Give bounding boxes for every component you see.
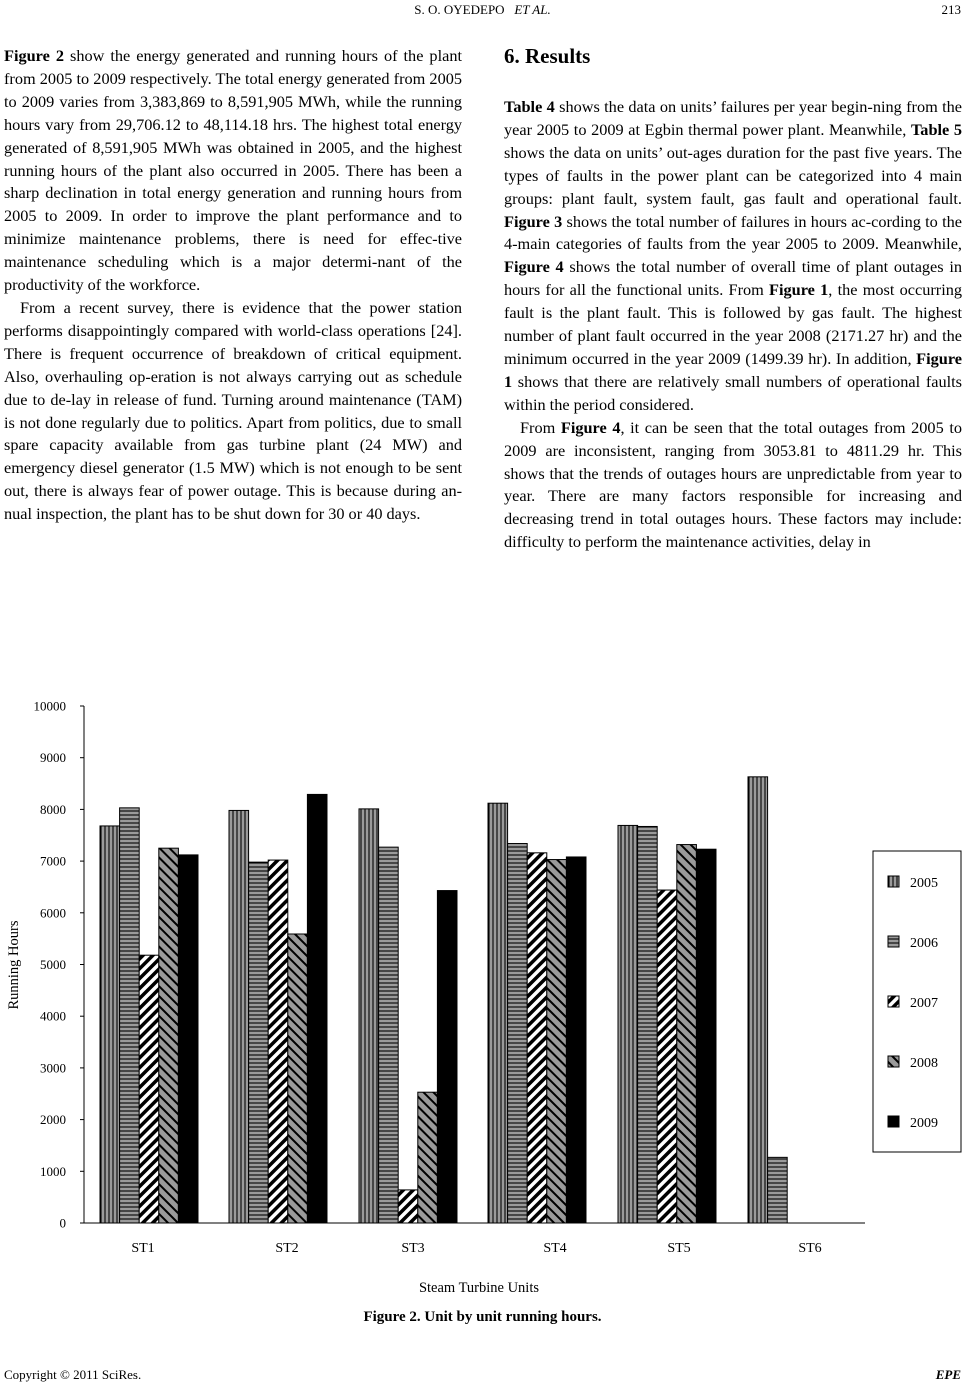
y-tick-label: 8000: [40, 801, 66, 817]
r2-text-a: From: [520, 417, 561, 437]
y-tick-label: 7000: [40, 853, 66, 869]
figure-4-ref-2: Figure 4: [560, 417, 621, 437]
bar-st1-2008: [159, 848, 179, 1223]
bar-st5-2007: [657, 890, 677, 1223]
bar-st3-2009: [437, 891, 457, 1223]
x-tick-label-st5: ST5: [667, 1241, 691, 1256]
r1-text-j: , the most occurring fault is the plant fault. This is followed by gas fault. The highest number of plant fault occurred in the year 2008 (2171.27 hr) and the minimum occurred in the year 2009 (1499.39 hr). In addition,: [504, 280, 962, 368]
x-tick-label-st6: ST6: [798, 1241, 822, 1256]
bar-st4-2007: [527, 853, 547, 1223]
left-paragraph-1: [4, 45, 462, 297]
legend-label-2009: 2009: [910, 1116, 938, 1131]
figure-2-ref: Figure 2: [4, 46, 64, 65]
x-tick-label-st3: ST3: [401, 1241, 425, 1256]
footer-journal: EPE: [935, 1367, 961, 1382]
legend-swatch-2005: [888, 876, 899, 887]
legend-label-2005: 2005: [910, 876, 938, 891]
bar-st5-2008: [677, 845, 697, 1223]
x-tick-label-st4: ST4: [543, 1241, 567, 1256]
figure-3-ref: Figure 3: [504, 211, 563, 231]
header-author-etal: ET AL.: [514, 2, 551, 17]
r1-text-h: shows the total number of overall time of plant outages in hours for all the functional units. From: [504, 257, 962, 300]
x-axis-title: Steam Turbine Units: [418, 1280, 540, 1296]
y-tick-label: 3000: [40, 1060, 66, 1076]
bar-st1-2006: [120, 808, 140, 1223]
header-author-main: S. O. OYEDEPO: [414, 2, 505, 17]
r1-text-l: shows that there are relatively small numbers of operational faults within the period considered.: [504, 371, 962, 414]
r1-text-d: shows the data on units’ out-ages duration for the past five years. The types of faults in the power plant can be categorized into 4 main groups: plant fault, system fault, gas fault and operational fault.: [504, 142, 962, 208]
figure-4-ref: Figure 4: [504, 257, 564, 277]
legend-label-2008: 2008: [910, 1056, 938, 1071]
y-axis-title: Running Hours: [6, 920, 22, 1010]
bar-st4-2005: [488, 803, 508, 1223]
x-tick-labels: [131, 1241, 821, 1256]
section-title: 6. Results: [504, 44, 591, 68]
y-tick-label: 4000: [40, 1008, 66, 1024]
y-tick-label: 6000: [40, 905, 66, 921]
legend-swatch-2009: [888, 1116, 899, 1127]
bar-st1-2007: [139, 955, 159, 1223]
x-tick-label-st2: ST2: [275, 1241, 299, 1256]
y-tick-label: 2000: [40, 1112, 66, 1128]
bar-st2-2007: [268, 860, 288, 1223]
legend-label-2007: 2007: [910, 996, 938, 1011]
bars: [100, 777, 787, 1223]
bar-st3-2008: [418, 1092, 438, 1223]
bar-st2-2006: [249, 862, 269, 1223]
bar-st5-2005: [618, 825, 638, 1223]
legend-swatch-2008: [888, 1056, 899, 1067]
left-column: [4, 45, 462, 526]
figure-1-ref-2: Figure 1: [504, 348, 962, 391]
x-tick-label-st1: ST1: [131, 1241, 155, 1256]
figure-1-ref: Figure 1: [769, 280, 829, 300]
bar-st3-2006: [379, 847, 399, 1223]
legend-swatch-2007: [888, 996, 899, 1007]
bar-st4-2008: [547, 860, 567, 1223]
bar-st5-2006: [638, 826, 658, 1223]
bar-st5-2009: [696, 849, 716, 1223]
legend-swatch-2006: [888, 936, 899, 947]
legend: [873, 851, 961, 1152]
y-tick-label: 9000: [40, 750, 66, 766]
left-paragraph-2: From a recent survey, there is evidence that the power station performs disappointingly compared with world-class operations [24]. There is frequent occurrence of breakdown of critical equipment. Also, overhauling op-eration is not always carrying out as schedule due to de-lay in release of fund. Turning around maintenance (TAM) is not done regularly due to politics. Apart from politics, due to small spare capacity available from gas turbine plant (24 MW) and emergency diesel generator (1.5 MW) which is not enough to be sent out, there is always fear of power outage. This is because during an-nual inspection, the plant has to be shut down for 30 or 40 days.: [4, 297, 462, 524]
bar-st2-2009: [307, 794, 327, 1223]
legend-label-2006: 2006: [910, 936, 938, 951]
running-hours-chart: [0, 690, 965, 1300]
bar-st2-2005: [229, 810, 249, 1223]
bar-st6-2006: [768, 1157, 788, 1223]
footer-copyright: Copyright © 2011 SciRes.: [4, 1367, 142, 1382]
r1-text-b: shows the data on units’ failures per year begin-ning from the year 2005 to 2009 at Egbin thermal power plant. Meanwhile,: [504, 97, 962, 139]
bar-st4-2006: [508, 844, 528, 1223]
figure-caption: Figure 2. Unit by unit running hours.: [363, 1309, 602, 1325]
y-tick-labels: [34, 699, 85, 1231]
table-4-ref: Table 4: [504, 97, 555, 116]
bar-st3-2007: [398, 1190, 418, 1223]
y-tick-label: 1000: [40, 1163, 66, 1179]
y-tick-label: 10000: [33, 698, 66, 714]
y-tick-label: 5000: [40, 957, 66, 972]
left-paragraph-1-text: show the energy generated and running hours of the plant from 2005 to 2009 respectively. The total energy generated from 2005 to 2009 varies from 3,383,869 to 8,591,905 MWh, while the running hours vary from 29,706.12 to 48,114.18 hrs. The highest total energy generated of 8,591,905 MWh was obtained in 2005, and the highest running hours of the plant also occurred in 2005. There has been a sharp declination in total energy generation and running hours from 2005 to 2009. In order to improve the plant performance and to minimize maintenance problems, there is need for effec-tive maintenance scheduling which is a major determi-nant of the productivity of the workforce.: [4, 46, 462, 295]
table-5-ref: Table 5: [910, 119, 963, 139]
r1-text-f: shows the total number of failures in hours ac-cording to the 4-main categories of faults from the year 2005 to 2009. Meanwhile,: [504, 211, 962, 254]
running-header: [0, 0, 965, 24]
bar-st1-2009: [178, 855, 198, 1223]
r2-text-c: , it can be seen that the total outages from 2005 to 2009 are inconsistent, ranging from 3053.81 to 4811.29 hr. This shows that the trends of outages hours are unpredictable from year to year. There are many factors responsible for increasing and decreasing trend in total outages hours. These factors may include: difficulty to perform the maintenance activities, delay in: [504, 417, 962, 552]
right-column: [504, 42, 962, 554]
header-authors: [0, 2, 965, 18]
bar-st1-2005: [100, 826, 120, 1223]
page-number: 213: [941, 2, 961, 17]
bar-st2-2008: [288, 934, 308, 1223]
bar-st3-2005: [359, 809, 379, 1223]
bar-st6-2005: [748, 777, 768, 1223]
y-tick-label: 0: [59, 1215, 66, 1231]
bar-st4-2009: [566, 857, 586, 1223]
right-paragraph-1: [504, 96, 962, 417]
right-paragraph-2: [504, 417, 962, 554]
